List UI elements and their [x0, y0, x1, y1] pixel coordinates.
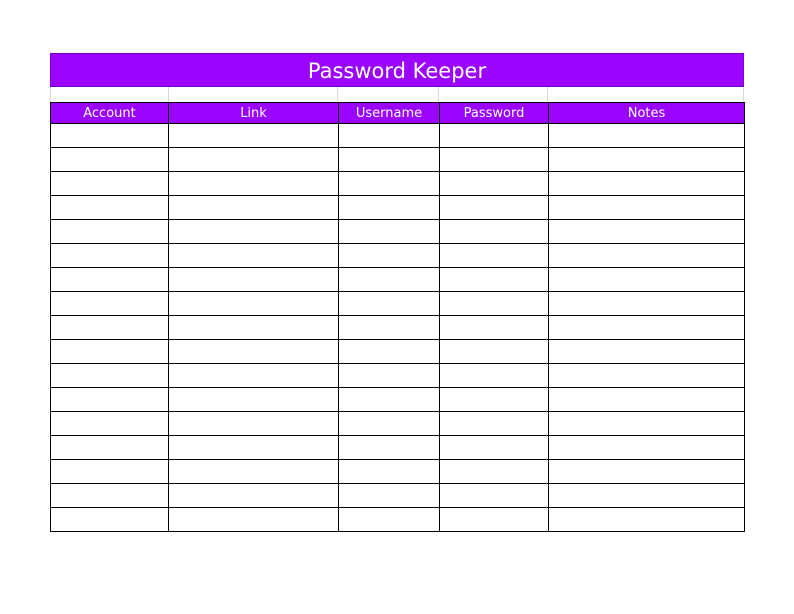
notes-cell[interactable] — [549, 244, 745, 268]
table-row — [51, 340, 745, 364]
notes-cell[interactable] — [549, 436, 745, 460]
password-cell[interactable] — [440, 460, 549, 484]
username-cell[interactable] — [339, 172, 440, 196]
account-cell[interactable] — [51, 172, 169, 196]
account-cell[interactable] — [51, 460, 169, 484]
column-header-account: Account — [51, 103, 169, 124]
account-cell[interactable] — [51, 412, 169, 436]
link-cell[interactable] — [169, 244, 339, 268]
password-cell[interactable] — [440, 388, 549, 412]
account-cell[interactable] — [51, 220, 169, 244]
password-cell[interactable] — [440, 124, 549, 148]
notes-cell[interactable] — [549, 388, 745, 412]
notes-cell[interactable] — [549, 364, 745, 388]
notes-cell[interactable] — [549, 412, 745, 436]
page-title: Password Keeper — [50, 53, 744, 87]
header-row — [51, 103, 745, 124]
link-cell[interactable] — [169, 508, 339, 532]
notes-cell[interactable] — [549, 196, 745, 220]
spacer-cell — [338, 87, 439, 102]
account-cell[interactable] — [51, 148, 169, 172]
password-cell[interactable] — [440, 484, 549, 508]
table-row — [51, 196, 745, 220]
table-row — [51, 292, 745, 316]
notes-cell[interactable] — [549, 460, 745, 484]
link-cell[interactable] — [169, 484, 339, 508]
notes-cell[interactable] — [549, 292, 745, 316]
password-cell[interactable] — [440, 172, 549, 196]
username-cell[interactable] — [339, 316, 440, 340]
password-keeper-sheet — [50, 53, 744, 532]
column-header-notes: Notes — [549, 103, 745, 124]
password-cell[interactable] — [440, 412, 549, 436]
username-cell[interactable] — [339, 388, 440, 412]
table-row — [51, 388, 745, 412]
notes-cell[interactable] — [549, 268, 745, 292]
table-row — [51, 436, 745, 460]
username-cell[interactable] — [339, 412, 440, 436]
username-cell[interactable] — [339, 292, 440, 316]
link-cell[interactable] — [169, 316, 339, 340]
spacer-row — [50, 87, 744, 102]
username-cell[interactable] — [339, 268, 440, 292]
password-cell[interactable] — [440, 436, 549, 460]
account-cell[interactable] — [51, 316, 169, 340]
password-cell[interactable] — [440, 268, 549, 292]
username-cell[interactable] — [339, 124, 440, 148]
username-cell[interactable] — [339, 508, 440, 532]
link-cell[interactable] — [169, 412, 339, 436]
link-cell[interactable] — [169, 340, 339, 364]
username-cell[interactable] — [339, 244, 440, 268]
notes-cell[interactable] — [549, 220, 745, 244]
username-cell[interactable] — [339, 148, 440, 172]
table-row — [51, 268, 745, 292]
account-cell[interactable] — [51, 268, 169, 292]
link-cell[interactable] — [169, 148, 339, 172]
account-cell[interactable] — [51, 124, 169, 148]
password-cell[interactable] — [440, 508, 549, 532]
link-cell[interactable] — [169, 460, 339, 484]
table-row — [51, 364, 745, 388]
link-cell[interactable] — [169, 172, 339, 196]
password-cell[interactable] — [440, 220, 549, 244]
password-cell[interactable] — [440, 316, 549, 340]
table-row — [51, 412, 745, 436]
password-cell[interactable] — [440, 196, 549, 220]
table-row — [51, 316, 745, 340]
account-cell[interactable] — [51, 388, 169, 412]
password-cell[interactable] — [440, 148, 549, 172]
account-cell[interactable] — [51, 436, 169, 460]
account-cell[interactable] — [51, 508, 169, 532]
link-cell[interactable] — [169, 268, 339, 292]
username-cell[interactable] — [339, 460, 440, 484]
account-cell[interactable] — [51, 196, 169, 220]
notes-cell[interactable] — [549, 148, 745, 172]
table-row — [51, 124, 745, 148]
spacer-cell — [548, 87, 743, 102]
account-cell[interactable] — [51, 244, 169, 268]
link-cell[interactable] — [169, 124, 339, 148]
username-cell[interactable] — [339, 436, 440, 460]
username-cell[interactable] — [339, 484, 440, 508]
username-cell[interactable] — [339, 196, 440, 220]
account-cell[interactable] — [51, 484, 169, 508]
password-cell[interactable] — [440, 340, 549, 364]
spacer-cell — [439, 87, 548, 102]
username-cell[interactable] — [339, 220, 440, 244]
table-row — [51, 484, 745, 508]
column-header-link: Link — [169, 103, 339, 124]
password-cell[interactable] — [440, 244, 549, 268]
notes-cell[interactable] — [549, 316, 745, 340]
table-row — [51, 460, 745, 484]
spacer-cell — [169, 87, 339, 102]
account-cell[interactable] — [51, 340, 169, 364]
notes-cell[interactable] — [549, 124, 745, 148]
password-cell[interactable] — [440, 292, 549, 316]
password-table — [50, 102, 745, 532]
link-cell[interactable] — [169, 292, 339, 316]
password-cell[interactable] — [440, 364, 549, 388]
table-row — [51, 220, 745, 244]
column-header-password: Password — [440, 103, 549, 124]
account-cell[interactable] — [51, 364, 169, 388]
table-body — [51, 124, 745, 532]
column-header-username: Username — [339, 103, 440, 124]
username-cell[interactable] — [339, 364, 440, 388]
table-row — [51, 172, 745, 196]
link-cell[interactable] — [169, 436, 339, 460]
spacer-cell — [51, 87, 169, 102]
notes-cell[interactable] — [549, 340, 745, 364]
link-cell[interactable] — [169, 220, 339, 244]
table-row — [51, 244, 745, 268]
username-cell[interactable] — [339, 340, 440, 364]
link-cell[interactable] — [169, 196, 339, 220]
notes-cell[interactable] — [549, 484, 745, 508]
notes-cell[interactable] — [549, 508, 745, 532]
table-row — [51, 508, 745, 532]
link-cell[interactable] — [169, 364, 339, 388]
notes-cell[interactable] — [549, 172, 745, 196]
table-row — [51, 148, 745, 172]
link-cell[interactable] — [169, 388, 339, 412]
account-cell[interactable] — [51, 292, 169, 316]
